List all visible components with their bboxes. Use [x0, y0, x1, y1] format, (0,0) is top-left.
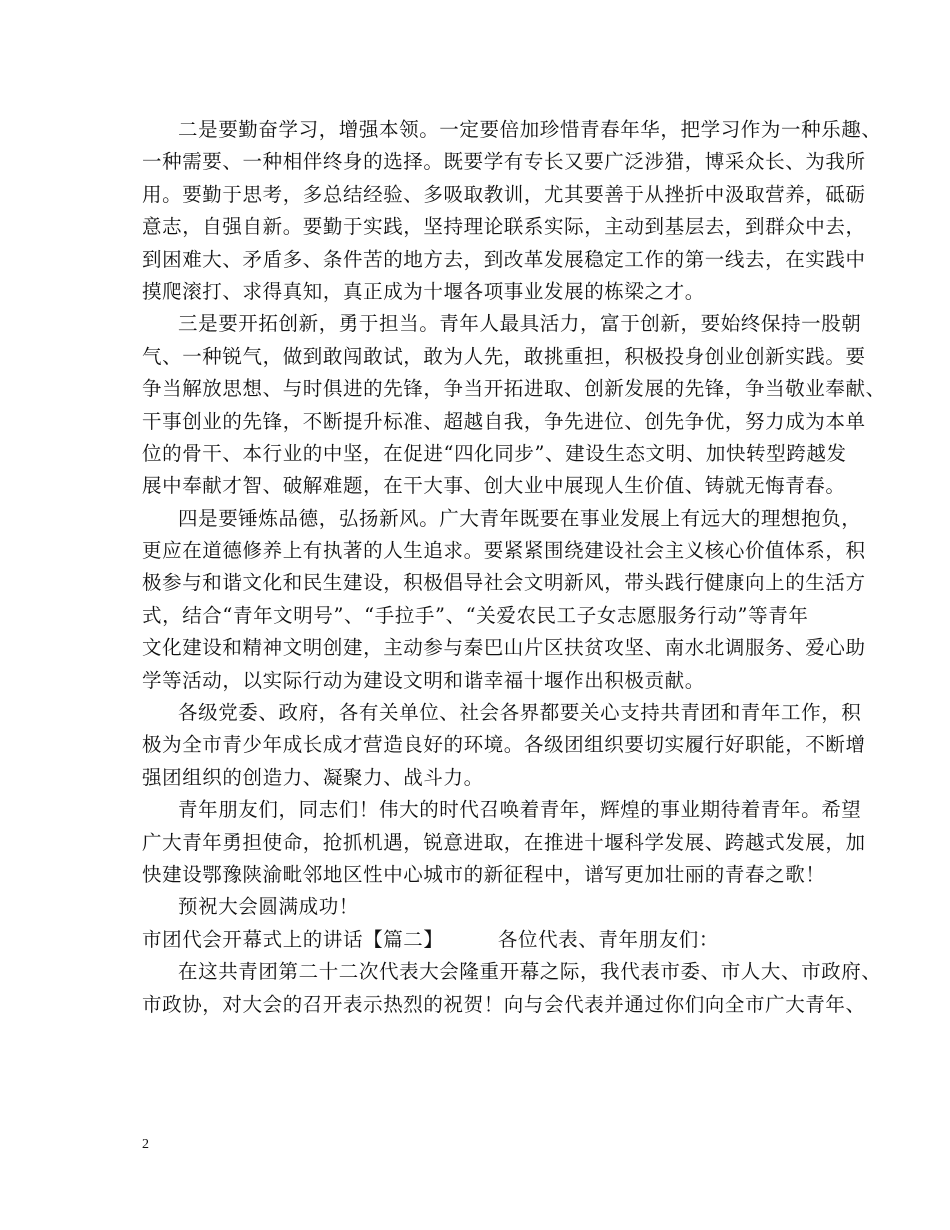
paragraph-line: 三是要开拓创新，勇于担当。青年人最具活力，富于创新，要始终保持一股朝: [178, 312, 862, 336]
paragraph-line: 学等活动，以实际行动为建设文明和谐幸福十堰作出积极贡献。: [142, 668, 705, 692]
paragraph-line: 文化建设和精神文明创建，主动参与秦巴山片区扶贫攻坚、南水北调服务、爱心助: [142, 636, 866, 660]
paragraph-line: 强团组织的创造力、凝聚力、战斗力。: [142, 765, 484, 789]
paragraph-line: 干事创业的先锋，不断提升标准、超越自我，争先进位、创先争优，努力成为本单: [142, 409, 866, 433]
paragraph-line: 快建设鄂豫陕渝毗邻地区性中心城市的新征程中，谱写更加壮丽的青春之歌！: [142, 862, 826, 886]
paragraph-line: 极参与和谐文化和民生建设，积极倡导社会文明新风，带头践行健康向上的生活方: [142, 571, 866, 595]
paragraph-line: 气、一种锐气，做到敢闯敢试，敢为人先，敢挑重担，积极投身创业创新实践。要: [142, 344, 866, 368]
paragraph-line: 二是要勤奋学习，增强本领。一定要倍加珍惜青春年华，把学习作为一种乐趣、: [178, 118, 882, 141]
heading-spacer: [444, 928, 498, 951]
paragraph-line: 青年朋友们，同志们！伟大的时代召唤着青年，辉煌的事业期待着青年。希望: [178, 798, 862, 822]
page-number: 2: [142, 1137, 149, 1152]
paragraph-morality: [142, 503, 866, 697]
section-title: 市团代会开幕式上的讲话【篇二】: [142, 927, 444, 951]
paragraph-call-to-youth: [142, 794, 866, 891]
document-body: [142, 114, 886, 1021]
paragraph-line: 市政协，对大会的召开表示热烈的祝贺！向与会代表并通过你们向全市广大青年、: [142, 992, 866, 1016]
paragraph-study: [142, 114, 882, 308]
paragraph-line: 各级党委、政府，各有关单位、社会各界都要关心支持共青团和青年工作，积: [178, 701, 862, 725]
paragraph-line: 式，结合“青年文明号”、“手拉手”、“关爱农民工子女志愿服务行动”等青年: [142, 603, 809, 627]
paragraph-line: 广大青年勇担使命，抢抓机遇，锐意进取，在推进十堰科学发展、跨越式发展，加: [142, 830, 866, 854]
paragraph-line: 更应在道德修养上有执著的人生追求。要紧紧围绕建设社会主义核心价值体系，积: [142, 539, 866, 563]
paragraph-line: 极为全市青少年成长成才营造良好的环境。各级团组织要切实履行好职能，不断增: [142, 733, 866, 757]
paragraph-line: 到困难大、矛盾多、条件苦的地方去，到改革发展稳定工作的第一线去，在实践中: [142, 247, 866, 271]
paragraph-line: 摸爬滚打、求得真知，真正成为十堰各项事业发展的栋梁之才。: [142, 279, 705, 303]
paragraph-line: 四是要锤炼品德，弘扬新风。广大青年既要在事业发展上有远大的理想抱负，: [178, 506, 862, 530]
paragraph-line: 预祝大会圆满成功！: [178, 895, 359, 919]
salutation: 各位代表、青年朋友们：: [497, 927, 720, 951]
paragraph-wishes: [142, 891, 814, 923]
paragraph-line: 位的骨干、本行业的中坚，在促进“四化同步”、建设生态文明、加快转型跨越发: [142, 441, 847, 465]
section-heading: [142, 924, 814, 956]
paragraph-line: 展中奉献才智、破解难题，在干大事、创大业中展现人生价值、铸就无悔青春。: [142, 474, 846, 498]
paragraph-line: 一种需要、一种相伴终身的选择。既要学有专长又要广泛涉猎，博采众长、为我所: [142, 150, 866, 174]
paragraph-congratulations: [142, 956, 882, 1021]
paragraph-support: [142, 697, 866, 794]
paragraph-line: 用。要勤于思考，多总结经验、多吸取教训，尤其要善于从挫折中汲取营养，砥砺: [142, 182, 866, 206]
paragraph-innovation: [142, 308, 886, 502]
paragraph-line: 争当解放思想、与时俱进的先锋，争当开拓进取、创新发展的先锋，争当敬业奉献、: [142, 377, 886, 401]
paragraph-line: 在这共青团第二十二次代表大会隆重开幕之际，我代表市委、市人大、市政府、: [178, 960, 882, 984]
paragraph-line: 意志，自强自新。要勤于实践，坚持理论联系实际，主动到基层去，到群众中去，: [142, 215, 866, 239]
